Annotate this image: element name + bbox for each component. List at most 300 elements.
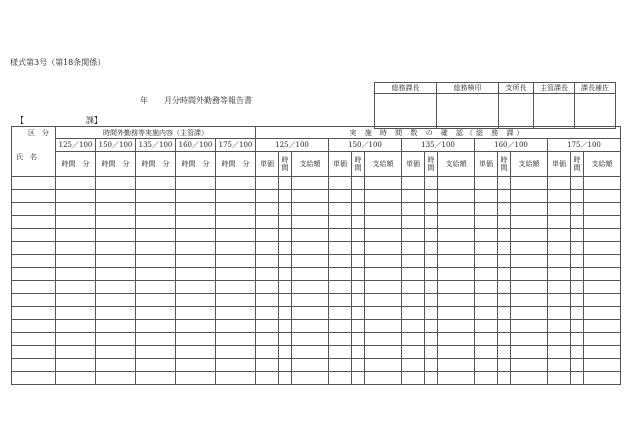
entry-cell[interactable] <box>548 203 571 216</box>
entry-cell[interactable] <box>498 190 511 203</box>
entry-cell[interactable] <box>292 203 329 216</box>
entry-cell[interactable] <box>352 177 365 190</box>
entry-cell[interactable] <box>402 320 425 333</box>
entry-cell[interactable] <box>511 294 548 307</box>
entry-cell[interactable] <box>256 359 279 372</box>
entry-cell[interactable] <box>475 255 498 268</box>
name-cell[interactable] <box>12 320 56 333</box>
entry-cell[interactable] <box>584 359 621 372</box>
entry-cell[interactable] <box>329 177 352 190</box>
entry-cell[interactable] <box>548 359 571 372</box>
entry-cell[interactable] <box>498 307 511 320</box>
entry-cell[interactable] <box>475 177 498 190</box>
entry-cell[interactable] <box>329 346 352 359</box>
entry-cell[interactable] <box>365 281 402 294</box>
entry-cell[interactable] <box>292 229 329 242</box>
entry-cell[interactable] <box>365 216 402 229</box>
entry-cell[interactable] <box>365 359 402 372</box>
entry-cell[interactable] <box>425 229 438 242</box>
name-cell[interactable] <box>12 255 56 268</box>
entry-cell[interactable] <box>425 216 438 229</box>
entry-cell[interactable] <box>511 203 548 216</box>
entry-cell[interactable] <box>365 307 402 320</box>
entry-cell[interactable] <box>584 190 621 203</box>
name-cell[interactable] <box>12 372 56 385</box>
entry-cell[interactable] <box>329 229 352 242</box>
name-cell[interactable] <box>12 177 56 190</box>
entry-cell[interactable] <box>292 190 329 203</box>
entry-cell[interactable] <box>176 255 216 268</box>
entry-cell[interactable] <box>425 268 438 281</box>
name-cell[interactable] <box>12 203 56 216</box>
entry-cell[interactable] <box>256 307 279 320</box>
entry-cell[interactable] <box>136 307 176 320</box>
entry-cell[interactable] <box>365 229 402 242</box>
entry-cell[interactable] <box>56 307 96 320</box>
entry-cell[interactable] <box>365 255 402 268</box>
entry-cell[interactable] <box>584 333 621 346</box>
entry-cell[interactable] <box>279 281 292 294</box>
entry-cell[interactable] <box>475 281 498 294</box>
entry-cell[interactable] <box>279 255 292 268</box>
entry-cell[interactable] <box>256 255 279 268</box>
entry-cell[interactable] <box>584 203 621 216</box>
entry-cell[interactable] <box>279 229 292 242</box>
entry-cell[interactable] <box>352 203 365 216</box>
entry-cell[interactable] <box>176 294 216 307</box>
entry-cell[interactable] <box>511 177 548 190</box>
entry-cell[interactable] <box>402 177 425 190</box>
entry-cell[interactable] <box>176 203 216 216</box>
entry-cell[interactable] <box>329 190 352 203</box>
entry-cell[interactable] <box>548 242 571 255</box>
entry-cell[interactable] <box>511 320 548 333</box>
entry-cell[interactable] <box>176 346 216 359</box>
entry-cell[interactable] <box>292 294 329 307</box>
entry-cell[interactable] <box>571 190 584 203</box>
entry-cell[interactable] <box>475 190 498 203</box>
entry-cell[interactable] <box>256 281 279 294</box>
entry-cell[interactable] <box>584 294 621 307</box>
entry-cell[interactable] <box>402 333 425 346</box>
stamp-box[interactable] <box>575 94 616 129</box>
entry-cell[interactable] <box>216 177 256 190</box>
entry-cell[interactable] <box>425 203 438 216</box>
entry-cell[interactable] <box>498 281 511 294</box>
entry-cell[interactable] <box>216 203 256 216</box>
entry-cell[interactable] <box>425 372 438 385</box>
entry-cell[interactable] <box>511 307 548 320</box>
name-cell[interactable] <box>12 242 56 255</box>
entry-cell[interactable] <box>176 216 216 229</box>
entry-cell[interactable] <box>475 294 498 307</box>
entry-cell[interactable] <box>329 359 352 372</box>
entry-cell[interactable] <box>438 216 475 229</box>
entry-cell[interactable] <box>292 307 329 320</box>
entry-cell[interactable] <box>584 268 621 281</box>
entry-cell[interactable] <box>279 294 292 307</box>
entry-cell[interactable] <box>216 216 256 229</box>
entry-cell[interactable] <box>475 268 498 281</box>
entry-cell[interactable] <box>56 242 96 255</box>
entry-cell[interactable] <box>96 346 136 359</box>
entry-cell[interactable] <box>511 242 548 255</box>
entry-cell[interactable] <box>256 242 279 255</box>
entry-cell[interactable] <box>96 294 136 307</box>
entry-cell[interactable] <box>571 216 584 229</box>
entry-cell[interactable] <box>498 242 511 255</box>
entry-cell[interactable] <box>352 346 365 359</box>
entry-cell[interactable] <box>365 177 402 190</box>
entry-cell[interactable] <box>475 346 498 359</box>
entry-cell[interactable] <box>279 307 292 320</box>
entry-cell[interactable] <box>475 307 498 320</box>
entry-cell[interactable] <box>425 333 438 346</box>
entry-cell[interactable] <box>402 359 425 372</box>
entry-cell[interactable] <box>136 242 176 255</box>
entry-cell[interactable] <box>571 242 584 255</box>
entry-cell[interactable] <box>475 359 498 372</box>
entry-cell[interactable] <box>292 242 329 255</box>
stamp-box[interactable] <box>534 94 575 129</box>
entry-cell[interactable] <box>498 177 511 190</box>
entry-cell[interactable] <box>279 359 292 372</box>
entry-cell[interactable] <box>438 255 475 268</box>
entry-cell[interactable] <box>571 203 584 216</box>
entry-cell[interactable] <box>352 242 365 255</box>
entry-cell[interactable] <box>352 307 365 320</box>
entry-cell[interactable] <box>96 320 136 333</box>
entry-cell[interactable] <box>402 242 425 255</box>
entry-cell[interactable] <box>438 346 475 359</box>
entry-cell[interactable] <box>365 333 402 346</box>
entry-cell[interactable] <box>256 346 279 359</box>
entry-cell[interactable] <box>136 216 176 229</box>
entry-cell[interactable] <box>425 242 438 255</box>
entry-cell[interactable] <box>329 242 352 255</box>
entry-cell[interactable] <box>136 346 176 359</box>
entry-cell[interactable] <box>56 190 96 203</box>
entry-cell[interactable] <box>256 203 279 216</box>
entry-cell[interactable] <box>176 333 216 346</box>
entry-cell[interactable] <box>136 255 176 268</box>
entry-cell[interactable] <box>425 177 438 190</box>
entry-cell[interactable] <box>279 242 292 255</box>
entry-cell[interactable] <box>256 190 279 203</box>
entry-cell[interactable] <box>292 346 329 359</box>
entry-cell[interactable] <box>292 359 329 372</box>
entry-cell[interactable] <box>498 268 511 281</box>
entry-cell[interactable] <box>498 229 511 242</box>
entry-cell[interactable] <box>438 307 475 320</box>
entry-cell[interactable] <box>352 320 365 333</box>
entry-cell[interactable] <box>292 281 329 294</box>
entry-cell[interactable] <box>475 229 498 242</box>
entry-cell[interactable] <box>292 333 329 346</box>
entry-cell[interactable] <box>216 294 256 307</box>
entry-cell[interactable] <box>475 333 498 346</box>
entry-cell[interactable] <box>402 281 425 294</box>
entry-cell[interactable] <box>584 372 621 385</box>
entry-cell[interactable] <box>292 177 329 190</box>
entry-cell[interactable] <box>571 307 584 320</box>
entry-cell[interactable] <box>56 281 96 294</box>
entry-cell[interactable] <box>216 229 256 242</box>
entry-cell[interactable] <box>365 203 402 216</box>
entry-cell[interactable] <box>279 177 292 190</box>
entry-cell[interactable] <box>584 346 621 359</box>
entry-cell[interactable] <box>292 216 329 229</box>
entry-cell[interactable] <box>511 359 548 372</box>
entry-cell[interactable] <box>438 203 475 216</box>
entry-cell[interactable] <box>402 346 425 359</box>
stamp-box[interactable] <box>375 94 437 129</box>
name-cell[interactable] <box>12 307 56 320</box>
entry-cell[interactable] <box>571 268 584 281</box>
entry-cell[interactable] <box>425 281 438 294</box>
entry-cell[interactable] <box>352 333 365 346</box>
entry-cell[interactable] <box>176 268 216 281</box>
entry-cell[interactable] <box>216 242 256 255</box>
entry-cell[interactable] <box>292 255 329 268</box>
entry-cell[interactable] <box>511 255 548 268</box>
entry-cell[interactable] <box>438 177 475 190</box>
entry-cell[interactable] <box>511 333 548 346</box>
entry-cell[interactable] <box>548 255 571 268</box>
entry-cell[interactable] <box>279 333 292 346</box>
entry-cell[interactable] <box>365 372 402 385</box>
entry-cell[interactable] <box>56 255 96 268</box>
entry-cell[interactable] <box>136 359 176 372</box>
entry-cell[interactable] <box>548 177 571 190</box>
entry-cell[interactable] <box>136 281 176 294</box>
entry-cell[interactable] <box>56 203 96 216</box>
entry-cell[interactable] <box>584 216 621 229</box>
name-cell[interactable] <box>12 190 56 203</box>
name-cell[interactable] <box>12 333 56 346</box>
entry-cell[interactable] <box>279 190 292 203</box>
entry-cell[interactable] <box>365 242 402 255</box>
entry-cell[interactable] <box>96 216 136 229</box>
entry-cell[interactable] <box>329 268 352 281</box>
entry-cell[interactable] <box>548 281 571 294</box>
entry-cell[interactable] <box>584 281 621 294</box>
entry-cell[interactable] <box>584 320 621 333</box>
entry-cell[interactable] <box>352 281 365 294</box>
entry-cell[interactable] <box>511 281 548 294</box>
entry-cell[interactable] <box>216 268 256 281</box>
entry-cell[interactable] <box>216 281 256 294</box>
entry-cell[interactable] <box>329 203 352 216</box>
entry-cell[interactable] <box>584 307 621 320</box>
entry-cell[interactable] <box>511 216 548 229</box>
entry-cell[interactable] <box>425 359 438 372</box>
entry-cell[interactable] <box>402 294 425 307</box>
entry-cell[interactable] <box>571 333 584 346</box>
entry-cell[interactable] <box>256 268 279 281</box>
entry-cell[interactable] <box>548 333 571 346</box>
entry-cell[interactable] <box>352 372 365 385</box>
entry-cell[interactable] <box>292 372 329 385</box>
entry-cell[interactable] <box>216 190 256 203</box>
entry-cell[interactable] <box>352 255 365 268</box>
entry-cell[interactable] <box>279 203 292 216</box>
entry-cell[interactable] <box>498 216 511 229</box>
entry-cell[interactable] <box>425 320 438 333</box>
entry-cell[interactable] <box>584 229 621 242</box>
entry-cell[interactable] <box>511 372 548 385</box>
entry-cell[interactable] <box>216 359 256 372</box>
entry-cell[interactable] <box>176 307 216 320</box>
entry-cell[interactable] <box>498 320 511 333</box>
entry-cell[interactable] <box>352 229 365 242</box>
entry-cell[interactable] <box>402 229 425 242</box>
entry-cell[interactable] <box>329 281 352 294</box>
entry-cell[interactable] <box>498 203 511 216</box>
name-cell[interactable] <box>12 346 56 359</box>
entry-cell[interactable] <box>56 359 96 372</box>
entry-cell[interactable] <box>56 268 96 281</box>
entry-cell[interactable] <box>438 333 475 346</box>
stamp-box[interactable] <box>437 94 499 129</box>
entry-cell[interactable] <box>438 372 475 385</box>
entry-cell[interactable] <box>365 320 402 333</box>
entry-cell[interactable] <box>475 203 498 216</box>
entry-cell[interactable] <box>548 229 571 242</box>
entry-cell[interactable] <box>329 372 352 385</box>
entry-cell[interactable] <box>96 372 136 385</box>
entry-cell[interactable] <box>548 372 571 385</box>
entry-cell[interactable] <box>96 242 136 255</box>
entry-cell[interactable] <box>571 346 584 359</box>
entry-cell[interactable] <box>136 229 176 242</box>
entry-cell[interactable] <box>584 242 621 255</box>
entry-cell[interactable] <box>96 268 136 281</box>
entry-cell[interactable] <box>216 320 256 333</box>
entry-cell[interactable] <box>56 216 96 229</box>
entry-cell[interactable] <box>176 359 216 372</box>
entry-cell[interactable] <box>136 177 176 190</box>
name-cell[interactable] <box>12 216 56 229</box>
entry-cell[interactable] <box>329 307 352 320</box>
entry-cell[interactable] <box>571 372 584 385</box>
entry-cell[interactable] <box>498 255 511 268</box>
entry-cell[interactable] <box>352 216 365 229</box>
entry-cell[interactable] <box>352 190 365 203</box>
entry-cell[interactable] <box>571 320 584 333</box>
entry-cell[interactable] <box>176 281 216 294</box>
entry-cell[interactable] <box>56 372 96 385</box>
entry-cell[interactable] <box>498 372 511 385</box>
entry-cell[interactable] <box>279 372 292 385</box>
entry-cell[interactable] <box>256 177 279 190</box>
entry-cell[interactable] <box>511 346 548 359</box>
entry-cell[interactable] <box>136 333 176 346</box>
entry-cell[interactable] <box>402 255 425 268</box>
entry-cell[interactable] <box>475 242 498 255</box>
entry-cell[interactable] <box>548 216 571 229</box>
entry-cell[interactable] <box>216 333 256 346</box>
entry-cell[interactable] <box>352 268 365 281</box>
entry-cell[interactable] <box>475 372 498 385</box>
entry-cell[interactable] <box>136 372 176 385</box>
entry-cell[interactable] <box>56 294 96 307</box>
entry-cell[interactable] <box>176 372 216 385</box>
entry-cell[interactable] <box>279 268 292 281</box>
name-cell[interactable] <box>12 359 56 372</box>
entry-cell[interactable] <box>96 359 136 372</box>
entry-cell[interactable] <box>571 255 584 268</box>
entry-cell[interactable] <box>176 320 216 333</box>
entry-cell[interactable] <box>571 177 584 190</box>
entry-cell[interactable] <box>365 346 402 359</box>
entry-cell[interactable] <box>96 229 136 242</box>
entry-cell[interactable] <box>365 294 402 307</box>
entry-cell[interactable] <box>96 333 136 346</box>
entry-cell[interactable] <box>511 229 548 242</box>
entry-cell[interactable] <box>571 281 584 294</box>
entry-cell[interactable] <box>438 294 475 307</box>
entry-cell[interactable] <box>136 294 176 307</box>
entry-cell[interactable] <box>425 294 438 307</box>
entry-cell[interactable] <box>425 307 438 320</box>
entry-cell[interactable] <box>548 320 571 333</box>
entry-cell[interactable] <box>176 190 216 203</box>
entry-cell[interactable] <box>216 307 256 320</box>
entry-cell[interactable] <box>256 320 279 333</box>
entry-cell[interactable] <box>571 229 584 242</box>
entry-cell[interactable] <box>438 320 475 333</box>
entry-cell[interactable] <box>56 346 96 359</box>
entry-cell[interactable] <box>475 216 498 229</box>
entry-cell[interactable] <box>216 255 256 268</box>
entry-cell[interactable] <box>96 203 136 216</box>
entry-cell[interactable] <box>279 216 292 229</box>
entry-cell[interactable] <box>256 229 279 242</box>
entry-cell[interactable] <box>329 333 352 346</box>
entry-cell[interactable] <box>438 229 475 242</box>
entry-cell[interactable] <box>176 242 216 255</box>
entry-cell[interactable] <box>96 281 136 294</box>
entry-cell[interactable] <box>136 190 176 203</box>
name-cell[interactable] <box>12 294 56 307</box>
entry-cell[interactable] <box>402 216 425 229</box>
entry-cell[interactable] <box>438 359 475 372</box>
entry-cell[interactable] <box>292 320 329 333</box>
entry-cell[interactable] <box>438 190 475 203</box>
entry-cell[interactable] <box>365 268 402 281</box>
entry-cell[interactable] <box>511 190 548 203</box>
entry-cell[interactable] <box>511 268 548 281</box>
entry-cell[interactable] <box>498 359 511 372</box>
entry-cell[interactable] <box>56 333 96 346</box>
entry-cell[interactable] <box>216 372 256 385</box>
entry-cell[interactable] <box>425 346 438 359</box>
entry-cell[interactable] <box>402 190 425 203</box>
stamp-box[interactable] <box>499 94 534 129</box>
entry-cell[interactable] <box>329 294 352 307</box>
entry-cell[interactable] <box>352 294 365 307</box>
entry-cell[interactable] <box>56 320 96 333</box>
entry-cell[interactable] <box>498 346 511 359</box>
entry-cell[interactable] <box>402 203 425 216</box>
entry-cell[interactable] <box>438 268 475 281</box>
entry-cell[interactable] <box>96 190 136 203</box>
entry-cell[interactable] <box>548 307 571 320</box>
entry-cell[interactable] <box>96 177 136 190</box>
entry-cell[interactable] <box>475 320 498 333</box>
entry-cell[interactable] <box>56 229 96 242</box>
